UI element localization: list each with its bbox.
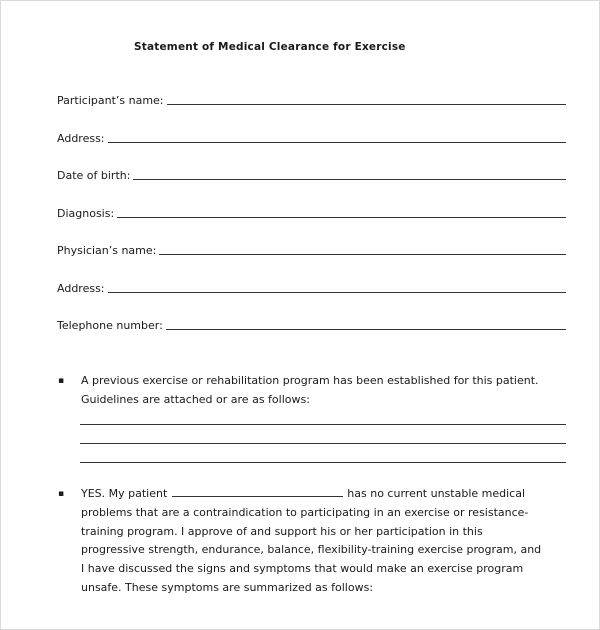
paragraph-line: progressive strength, endurance, balance, flexibility-training exercise program, and bbox=[81, 543, 542, 557]
fill-in-line[interactable] bbox=[133, 179, 566, 180]
participant-address-field[interactable] bbox=[57, 131, 566, 145]
guidelines-line-1[interactable] bbox=[80, 424, 566, 425]
paragraph-line bbox=[81, 485, 551, 504]
paragraph-text: has no current unstable medical bbox=[347, 487, 526, 500]
guidelines-line-2[interactable] bbox=[80, 443, 566, 444]
field-label: Telephone number: bbox=[57, 319, 163, 332]
fill-in-line[interactable] bbox=[117, 217, 566, 218]
field-label: Physician’s name: bbox=[57, 244, 157, 257]
paragraph-line: unsafe. These symptoms are summarized as follows: bbox=[81, 580, 374, 594]
physician-address-field[interactable] bbox=[57, 281, 566, 295]
paragraph-line: Guidelines are attached or are as follows: bbox=[81, 392, 310, 406]
paragraph-text: YES. My patient bbox=[81, 487, 168, 500]
paragraph-line: A previous exercise or rehabilitation program has been established for this patient. bbox=[81, 374, 539, 387]
physician-name-field[interactable] bbox=[57, 243, 566, 257]
date-of-birth-field[interactable] bbox=[57, 168, 566, 182]
fill-in-line[interactable] bbox=[167, 104, 566, 105]
guidelines-line-3[interactable] bbox=[80, 462, 566, 463]
bullet-icon: ▪ bbox=[58, 376, 65, 386]
field-label: Address: bbox=[57, 132, 105, 145]
paragraph-line: training program. I approve of and support his or her participation in this bbox=[81, 524, 483, 538]
paragraph-line: I have discussed the signs and symptoms that would make an exercise program bbox=[81, 562, 524, 576]
previous-program-paragraph bbox=[81, 372, 551, 410]
participant-name-field[interactable] bbox=[57, 93, 566, 107]
fill-in-line[interactable] bbox=[108, 142, 566, 143]
field-label: Participant’s name: bbox=[57, 94, 164, 107]
field-label: Diagnosis: bbox=[57, 207, 115, 220]
clearance-paragraph bbox=[81, 485, 551, 598]
fill-in-line[interactable] bbox=[166, 329, 566, 330]
patient-name-blank[interactable] bbox=[172, 486, 343, 497]
telephone-number-field[interactable] bbox=[57, 318, 566, 332]
fill-in-line[interactable] bbox=[159, 254, 566, 255]
field-label: Address: bbox=[57, 282, 105, 295]
bullet-icon: ▪ bbox=[58, 489, 65, 499]
fill-in-line[interactable] bbox=[108, 292, 566, 293]
diagnosis-field[interactable] bbox=[57, 206, 566, 220]
document-title: Statement of Medical Clearance for Exercise bbox=[134, 41, 406, 53]
paragraph-line: problems that are a contraindication to participating in an exercise or resistance- bbox=[81, 505, 529, 519]
field-label: Date of birth: bbox=[57, 169, 131, 182]
